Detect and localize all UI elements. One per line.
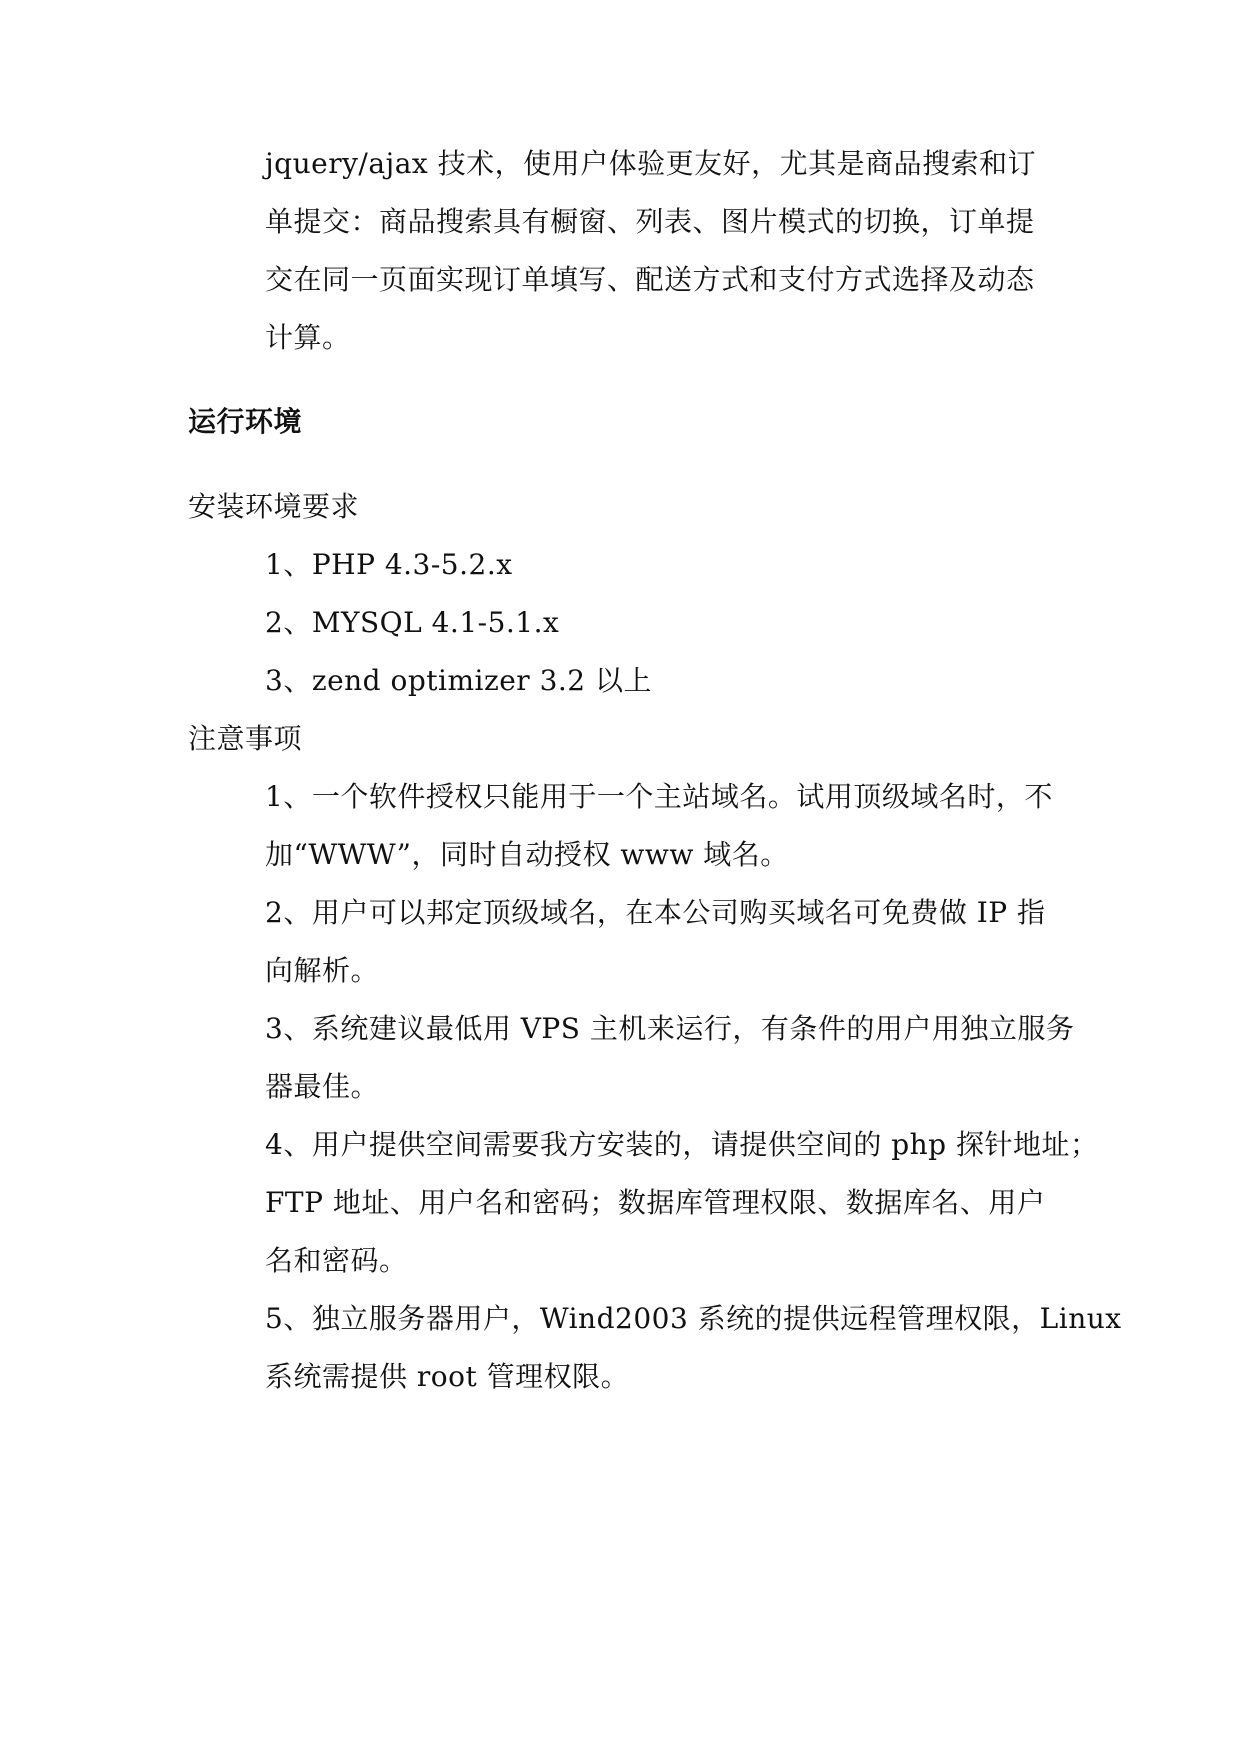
intro-line: 计算。 <box>265 321 351 354</box>
install-item: 2、MYSQL 4.1-5.1.x <box>265 606 560 639</box>
install-title: 安装环境要求 <box>188 490 360 523</box>
note-line: 向解析。 <box>265 954 380 987</box>
note-line: 名和密码。 <box>265 1244 408 1277</box>
note-line: 器最佳。 <box>265 1070 380 1103</box>
notes-title: 注意事项 <box>188 722 303 755</box>
note-line: 4、用户提供空间需要我方安装的，请提供空间的 php 探针地址； <box>265 1128 1099 1161</box>
note-line: 5、独立服务器用户，Wind2003 系统的提供远程管理权限，Linux <box>265 1302 1122 1335</box>
note-line: 2、用户可以邦定顶级域名，在本公司购买域名可免费做 IP 指 <box>265 896 1046 929</box>
note-line: 3、系统建议最低用 VPS 主机来运行，有条件的用户用独立服务 <box>265 1012 1075 1045</box>
intro-line: 单提交：商品搜索具有橱窗、列表、图片模式的切换，订单提 <box>265 205 1035 238</box>
install-item: 3、zend optimizer 3.2 以上 <box>265 664 653 697</box>
note-line: 系统需提供 root 管理权限。 <box>265 1360 630 1393</box>
install-item: 1、PHP 4.3-5.2.x <box>265 548 513 581</box>
note-line: 加“WWW”，同时自动授权 www 域名。 <box>265 838 789 871</box>
section-heading: 运行环境 <box>188 405 303 438</box>
intro-line: 交在同一页面实现订单填写、配送方式和支付方式选择及动态 <box>265 263 1035 296</box>
intro-line: jquery/ajax 技术，使用户体验更友好，尤其是商品搜索和订 <box>265 147 1037 180</box>
note-line: 1、一个软件授权只能用于一个主站域名。试用顶级域名时，不 <box>265 780 1053 813</box>
note-line: FTP 地址、用户名和密码；数据库管理权限、数据库名、用户 <box>265 1186 1046 1219</box>
